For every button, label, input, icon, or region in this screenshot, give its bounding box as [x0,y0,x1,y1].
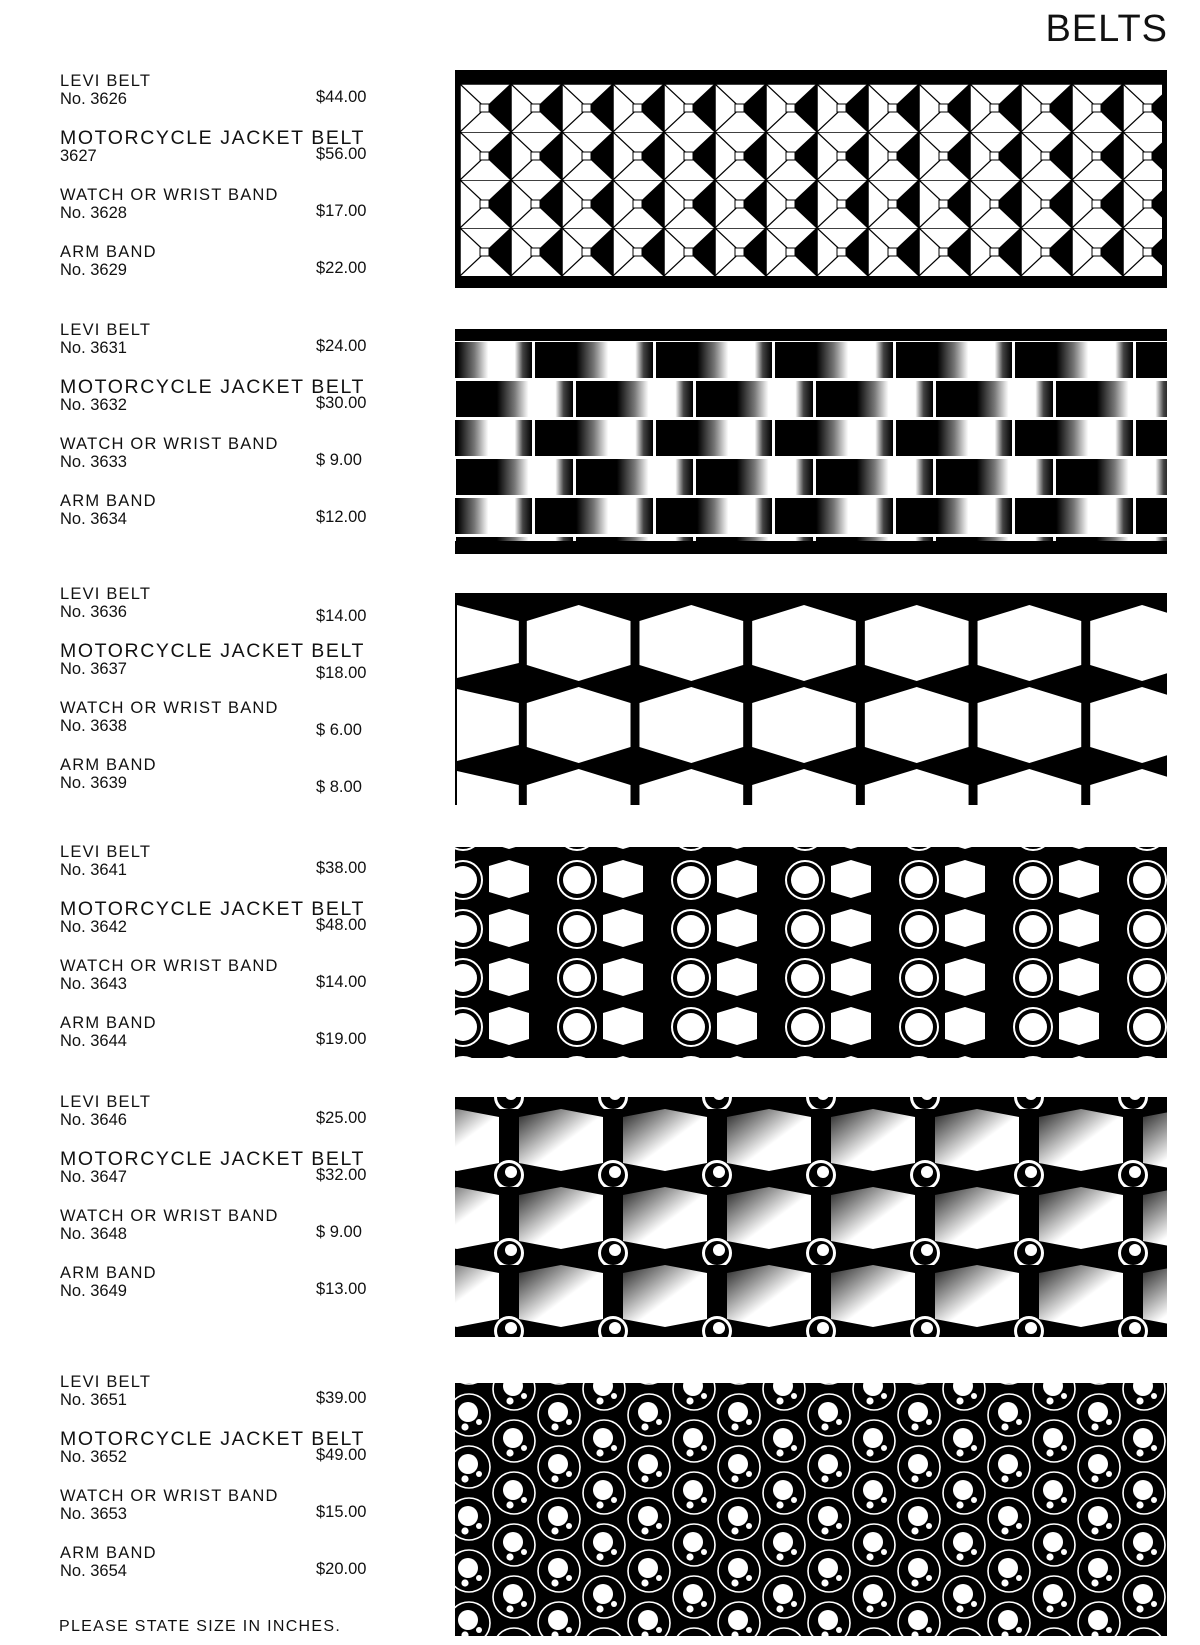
item-name: MOTORCYCLE JACKET BELT [60,898,366,920]
belt-hexagon-image [455,593,1167,805]
belt-hexagon-eyelet-image [455,1097,1167,1337]
item-price: $24.00 [316,337,367,355]
item-number: 3627 [60,147,97,165]
price-list-hexagon [58,585,378,813]
item-price: $49.00 [316,1446,367,1464]
list-item [58,1150,378,1207]
item-name: WATCH OR WRIST BAND [60,1487,279,1505]
belt-pyramid-stud-image [455,70,1167,288]
item-number: No. 3631 [60,339,127,357]
list-item [58,900,378,957]
list-item [58,756,378,813]
item-price: $19.00 [316,1030,367,1048]
price-list-brick [58,321,378,549]
item-name: MOTORCYCLE JACKET BELT [60,376,366,398]
item-name: WATCH OR WRIST BAND [60,957,279,975]
price-list-hexagon-ring [58,843,378,1071]
item-price: $48.00 [316,916,367,934]
item-name: ARM BAND [60,243,157,261]
item-number: No. 3626 [60,90,127,108]
list-item [58,585,378,642]
item-number: No. 3649 [60,1282,127,1300]
price-list-pyramid-stud [58,72,378,300]
list-item [58,1487,378,1544]
item-price: $14.00 [316,973,367,991]
item-price: $38.00 [316,859,367,877]
size-note: PLEASE STATE SIZE IN INCHES. [59,1618,342,1635]
item-name: MOTORCYCLE JACKET BELT [60,127,366,149]
price-list-hexagon-eyelet [58,1093,378,1321]
item-price: $ 9.00 [316,1223,362,1241]
item-price: $32.00 [316,1166,367,1184]
item-number: No. 3629 [60,261,127,279]
list-item [58,378,378,435]
item-name: MOTORCYCLE JACKET BELT [60,1148,366,1170]
list-item [58,957,378,1014]
item-name: WATCH OR WRIST BAND [60,186,279,204]
item-number: No. 3654 [60,1562,127,1580]
list-item [58,843,378,900]
item-number: No. 3647 [60,1168,127,1186]
item-price: $22.00 [316,259,367,277]
item-number: No. 3642 [60,918,127,936]
item-name: ARM BAND [60,1264,157,1282]
item-name: LEVI BELT [60,1373,152,1391]
item-name: WATCH OR WRIST BAND [60,435,279,453]
list-item [58,1430,378,1487]
item-price: $17.00 [316,202,367,220]
item-name: LEVI BELT [60,321,152,339]
item-price: $18.00 [316,664,367,682]
list-item [58,642,378,699]
list-item [58,1264,378,1321]
item-name: WATCH OR WRIST BAND [60,699,279,717]
list-item [58,492,378,549]
item-price: $39.00 [316,1389,367,1407]
item-number: No. 3637 [60,660,127,678]
item-name: LEVI BELT [60,843,152,861]
list-item [58,435,378,492]
belt-hexagon-ring-image [455,847,1167,1058]
item-number: No. 3652 [60,1448,127,1466]
item-number: No. 3639 [60,774,127,792]
item-price: $12.00 [316,508,367,526]
item-name: WATCH OR WRIST BAND [60,1207,279,1225]
item-name: ARM BAND [60,1544,157,1562]
item-name: MOTORCYCLE JACKET BELT [60,1428,366,1450]
item-number: No. 3636 [60,603,127,621]
list-item [58,1373,378,1430]
item-price: $13.00 [316,1280,367,1298]
list-item [58,1207,378,1264]
list-item [58,321,378,378]
list-item [58,186,378,243]
item-number: No. 3651 [60,1391,127,1409]
item-number: No. 3641 [60,861,127,879]
belt-circle-stud-image [455,1383,1167,1636]
page-title: BELTS [1045,8,1168,50]
item-name: ARM BAND [60,756,157,774]
item-price: $ 8.00 [316,778,362,796]
item-name: LEVI BELT [60,585,152,603]
item-price: $30.00 [316,394,367,412]
item-number: No. 3643 [60,975,127,993]
item-number: No. 3644 [60,1032,127,1050]
belt-brick-image [455,329,1167,554]
item-name: LEVI BELT [60,72,152,90]
item-number: No. 3646 [60,1111,127,1129]
list-item [58,243,378,300]
item-price: $20.00 [316,1560,367,1578]
list-item [58,1014,378,1071]
item-name: LEVI BELT [60,1093,152,1111]
list-item [58,72,378,129]
list-item [58,699,378,756]
item-price: $44.00 [316,88,367,106]
item-price: $ 9.00 [316,451,362,469]
item-name: ARM BAND [60,492,157,510]
price-list-circle-stud [58,1373,378,1601]
item-price: $15.00 [316,1503,367,1521]
item-price: $14.00 [316,607,367,625]
item-number: No. 3648 [60,1225,127,1243]
list-item [58,129,378,186]
item-name: MOTORCYCLE JACKET BELT [60,640,366,662]
item-number: No. 3634 [60,510,127,528]
list-item [58,1093,378,1150]
item-name: ARM BAND [60,1014,157,1032]
item-number: No. 3632 [60,396,127,414]
item-price: $ 6.00 [316,721,362,739]
item-number: No. 3633 [60,453,127,471]
item-price: $56.00 [316,145,367,163]
item-number: No. 3628 [60,204,127,222]
item-price: $25.00 [316,1109,367,1127]
item-number: No. 3638 [60,717,127,735]
list-item [58,1544,378,1601]
item-number: No. 3653 [60,1505,127,1523]
